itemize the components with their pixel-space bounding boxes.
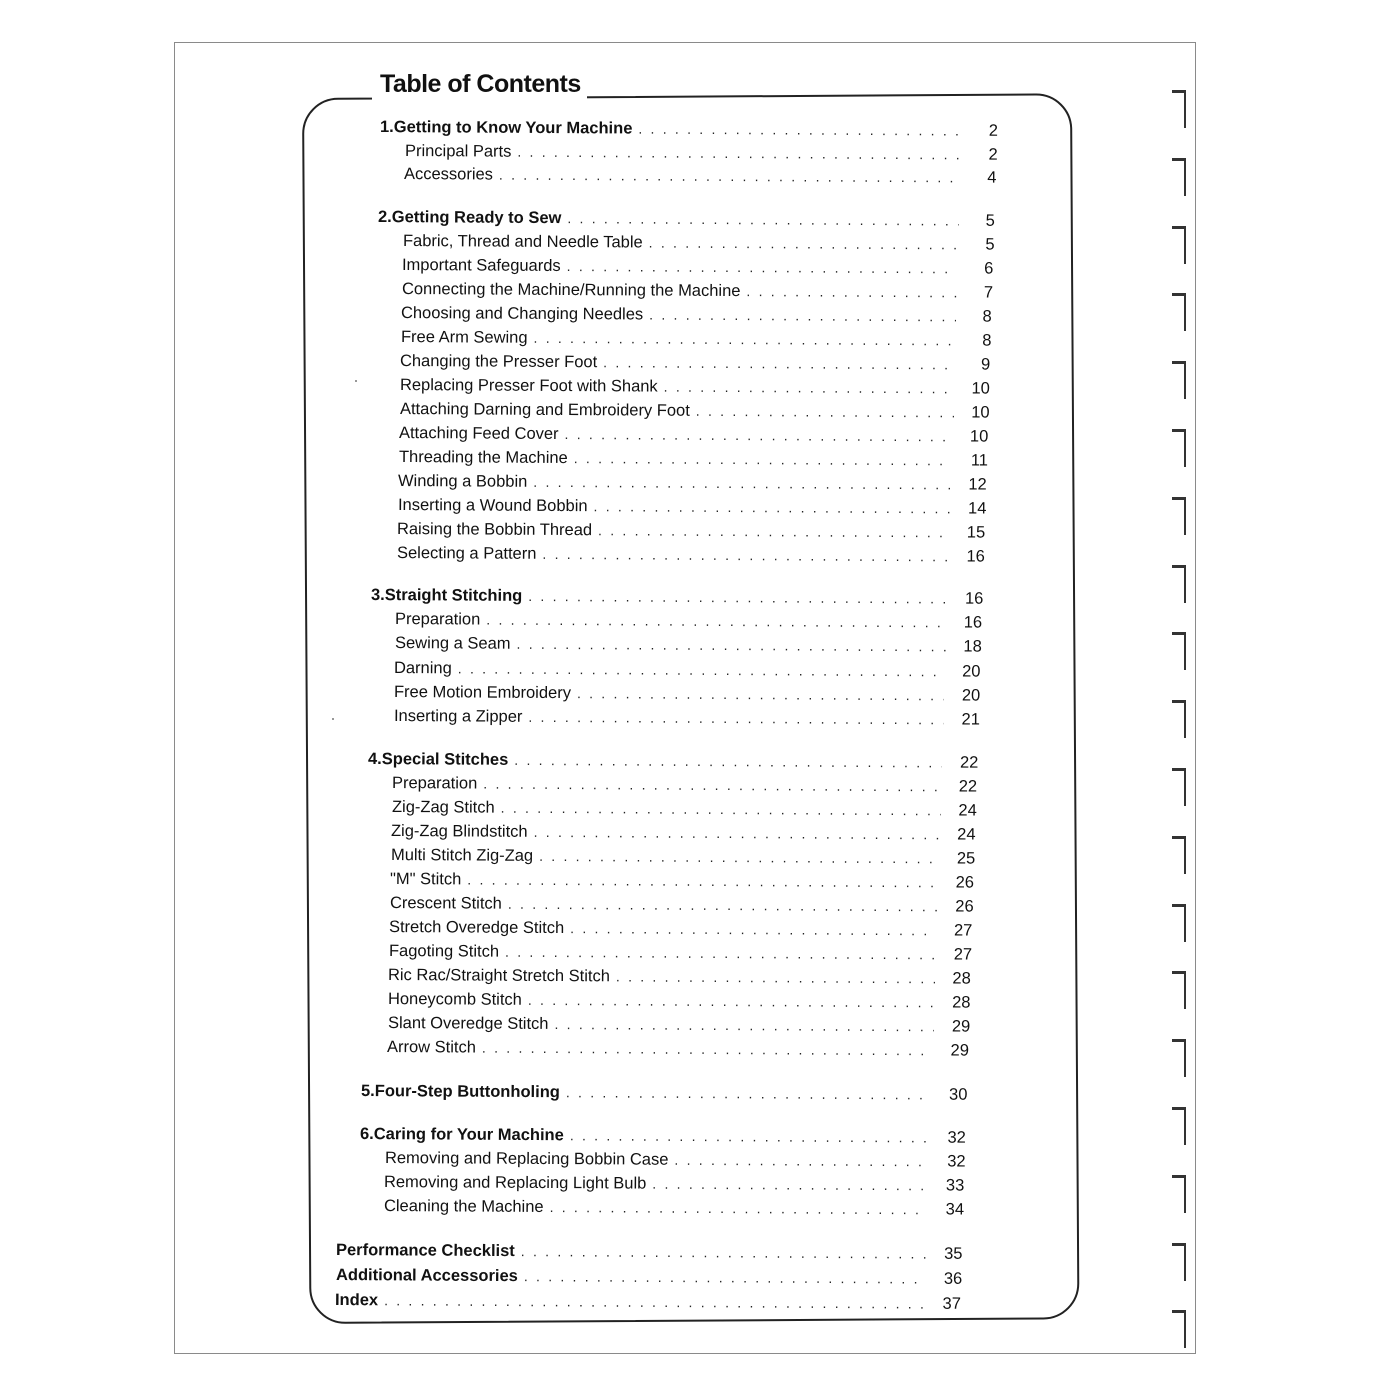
toc-backmatter-row [336, 1239, 963, 1265]
toc-entry-row [388, 964, 971, 990]
toc-section-row [378, 206, 995, 232]
binder-tab-icon [1172, 1243, 1188, 1283]
toc-section-row [371, 584, 983, 610]
dot-leader [516, 633, 945, 658]
page-number: 2 [988, 121, 999, 140]
page-number: 33 [946, 1176, 965, 1195]
entry-title: Replacing Presser Foot with Shank [399, 376, 658, 396]
binder-tab-icon [1172, 1175, 1188, 1215]
entry-title: Multi Stitch Zig-Zag [390, 846, 533, 865]
dot-leader [566, 1081, 932, 1105]
dot-leader [487, 609, 947, 634]
dot-leader [598, 519, 949, 543]
entry-title: Free Motion Embroidery [393, 683, 572, 703]
page-number: 16 [966, 547, 985, 566]
toc-entry-row [397, 518, 985, 544]
binder-tabs [1160, 0, 1200, 1400]
toc-entry-row [391, 844, 975, 870]
page-number: 6 [984, 259, 994, 278]
entry-title: Arrow Stitch [386, 1038, 477, 1057]
entry-title: Winding a Bobbin [398, 472, 528, 491]
toc-backmatter-row [335, 1289, 961, 1315]
page-number: 36 [943, 1269, 962, 1288]
binder-tab-icon [1172, 836, 1188, 876]
dot-leader [534, 821, 940, 845]
page-number: 7 [983, 283, 993, 302]
toc-entry-row [400, 374, 990, 400]
page-number: 21 [960, 710, 980, 729]
entry-title: Sewing a Seam [394, 634, 511, 653]
dot-leader [567, 255, 958, 279]
page-number: 16 [964, 613, 983, 632]
toc-entry-row [387, 1036, 969, 1062]
dot-leader [616, 965, 935, 989]
section-title: Special Stitches [381, 750, 509, 769]
dot-leader [593, 495, 950, 519]
page-number: 29 [951, 1017, 970, 1036]
page-number: 32 [947, 1128, 967, 1147]
page-number: 32 [947, 1152, 966, 1171]
section-number: 4. [367, 750, 382, 769]
page-number: 24 [958, 801, 977, 820]
entry-title: Free Arm Sewing [400, 328, 528, 347]
page-number: 22 [959, 753, 979, 772]
page-number: 15 [966, 523, 986, 542]
toc-section-row [368, 748, 979, 774]
section-title: Caring for Your Machine [374, 1125, 565, 1145]
binder-tab-icon [1172, 226, 1188, 266]
page-title: Table of Contents [380, 70, 581, 98]
binder-tab-icon [1172, 1107, 1188, 1147]
toc-entry-row [402, 278, 993, 304]
binder-tab-icon [1172, 90, 1188, 130]
dot-leader [528, 585, 947, 610]
toc-entry-row [400, 350, 990, 376]
section-number: 6. [360, 1125, 375, 1144]
binder-tab-icon [1172, 632, 1188, 672]
dot-leader [568, 207, 960, 231]
entry-title: Fabric, Thread and Needle Table [402, 232, 643, 252]
entry-title: Principal Parts [404, 142, 511, 161]
dot-leader [570, 917, 936, 941]
dot-leader [649, 304, 956, 328]
toc-section-row [360, 1123, 966, 1149]
binder-tab-icon [1172, 429, 1188, 469]
page-number: 16 [964, 589, 984, 608]
entry-title: Preparation [395, 610, 481, 629]
dot-leader [653, 1173, 929, 1197]
toc-entry-row [390, 892, 974, 918]
entry-title: Accessories [404, 165, 494, 184]
entry-title: Fagoting Stitch [388, 942, 500, 961]
page-number: 14 [967, 499, 987, 518]
toc-backmatter-row [336, 1264, 962, 1290]
dot-leader [482, 1037, 933, 1062]
section-number: 2. [378, 208, 393, 227]
dot-leader [542, 543, 949, 567]
page-number: 10 [969, 427, 989, 446]
page-number: 30 [949, 1085, 968, 1104]
dot-leader [638, 118, 962, 142]
page-number: 29 [950, 1041, 970, 1060]
page-number: 10 [970, 403, 990, 422]
binder-tab-icon [1172, 293, 1188, 333]
dot-leader [521, 1240, 927, 1264]
toc-entry-row [391, 820, 976, 846]
dot-leader [508, 893, 938, 918]
binder-tab-icon [1172, 361, 1188, 401]
dot-leader [573, 447, 951, 471]
toc-entry-row [384, 1171, 964, 1197]
toc-section-row [380, 116, 998, 142]
entry-title: Ric Rac/Straight Stretch Stitch [388, 966, 611, 986]
entry-title: Connecting the Machine/Running the Machine [401, 280, 741, 301]
section-title: Getting to Know Your Machine [393, 118, 633, 138]
toc-entry-row [394, 681, 980, 707]
binder-tab-icon [1172, 971, 1188, 1011]
section-number: 3. [370, 586, 385, 605]
page-number: 5 [985, 211, 996, 230]
dot-leader [577, 682, 944, 706]
toc-entry-row [395, 632, 982, 658]
entry-title: Zig-Zag Stitch [391, 798, 495, 817]
page-number: 26 [955, 897, 974, 916]
dot-leader [664, 376, 954, 400]
entry-title: Attaching Feed Cover [398, 424, 559, 443]
dot-leader [384, 1289, 925, 1314]
entry-title: Inserting a Wound Bobbin [397, 496, 588, 516]
backmatter-title: Additional Accessories [335, 1266, 518, 1286]
toc-entry-row [399, 422, 988, 448]
dot-leader [517, 141, 961, 166]
dot-leader [695, 400, 953, 424]
dot-leader [533, 471, 951, 496]
page-number: 28 [952, 993, 971, 1012]
entry-title: Threading the Machine [398, 448, 568, 468]
binder-tab-icon [1172, 497, 1188, 537]
toc-entry-row [395, 608, 982, 634]
toc-entry-row [399, 398, 989, 424]
page-number: 24 [957, 825, 976, 844]
entry-title: Crescent Stitch [389, 894, 502, 913]
toc-entry-row [389, 940, 972, 966]
section-number: 5. [361, 1082, 376, 1101]
entry-title: Selecting a Pattern [396, 544, 537, 563]
toc-entry-row [392, 772, 977, 798]
dot-leader [523, 1265, 925, 1289]
page-number: 11 [970, 451, 988, 470]
entry-title: Attaching Darning and Embroidery Foot [399, 400, 690, 420]
dot-leader [554, 1013, 934, 1037]
entry-title: Choosing and Changing Needles [401, 304, 644, 324]
toc-entry-row [393, 705, 979, 731]
entry-title: Inserting a Zipper [393, 707, 522, 726]
page-number: 20 [961, 686, 981, 705]
section-title: Getting Ready to Sew [391, 208, 562, 228]
dot-leader [528, 706, 944, 731]
entry-title: Important Safeguards [402, 256, 562, 275]
page-number: 20 [962, 662, 981, 681]
dot-leader [570, 1124, 930, 1148]
entry-title: Raising the Bobbin Thread [397, 520, 593, 540]
toc-entry-row [397, 542, 985, 568]
toc-entry-row [394, 657, 981, 683]
entry-title: Honeycomb Stitch [387, 990, 522, 1009]
binder-tab-icon [1172, 158, 1188, 198]
page-number: 35 [944, 1244, 963, 1263]
dot-leader [514, 749, 942, 774]
page-number: 26 [955, 873, 975, 892]
entry-title: Darning [394, 659, 453, 678]
page-number: 27 [954, 921, 973, 940]
page-number: 8 [982, 331, 992, 350]
page-number: 37 [942, 1294, 962, 1313]
toc-entry-row [392, 796, 977, 822]
toc-entry-row [404, 140, 997, 166]
page-number: 18 [963, 637, 982, 656]
dot-leader [468, 868, 939, 893]
dot-leader [505, 941, 936, 966]
page-number: 34 [945, 1200, 965, 1219]
entry-title: Preparation [392, 774, 478, 793]
toc-entry-row [385, 1147, 966, 1173]
page-number: 9 [981, 355, 991, 374]
dot-leader [458, 657, 945, 682]
section-number: 1. [379, 118, 394, 137]
toc-entry-row [403, 230, 995, 256]
dot-leader [604, 351, 955, 375]
entry-title: Slant Overedge Stitch [387, 1014, 549, 1033]
page-number: 8 [982, 307, 993, 326]
page-number: 27 [953, 945, 973, 964]
dot-leader [499, 164, 961, 189]
binder-tab-icon [1172, 1039, 1188, 1079]
entry-title: Zig-Zag Blindstitch [391, 822, 528, 841]
dot-leader [539, 845, 939, 869]
toc-entry-row [404, 163, 997, 189]
dot-leader [648, 232, 958, 256]
toc-entry-row [384, 1195, 964, 1221]
dot-leader [746, 280, 957, 303]
entry-title: Removing and Replacing Light Bulb [384, 1173, 647, 1193]
backmatter-title: Performance Checklist [336, 1241, 515, 1261]
dot-leader [565, 423, 953, 447]
dot-leader [483, 773, 941, 798]
dot-leader [528, 989, 935, 1013]
binder-tab-icon [1172, 1310, 1188, 1350]
dot-leader [533, 327, 955, 352]
dot-leader [549, 1196, 928, 1220]
binder-tab-icon [1172, 904, 1188, 944]
page-number: 10 [971, 379, 990, 398]
dot-leader [500, 797, 940, 822]
page-number: 4 [987, 168, 997, 187]
page-number: 22 [958, 777, 978, 796]
toc-entry-row [389, 916, 973, 942]
binder-tab-icon [1172, 565, 1188, 605]
dot-leader [674, 1149, 929, 1173]
page-number: 5 [985, 235, 995, 254]
section-title: Four-Step Buttonholing [374, 1082, 561, 1102]
toc-entry-row [388, 988, 971, 1014]
page-number: 28 [952, 969, 972, 988]
binder-tab-icon [1172, 700, 1188, 740]
entry-title: Removing and Replacing Bobbin Case [384, 1149, 669, 1169]
page-number: 12 [968, 475, 987, 494]
toc-entry-row [401, 302, 992, 328]
toc-entry-row [387, 1012, 969, 1038]
toc-section-row [361, 1080, 968, 1106]
entry-title: Changing the Presser Foot [400, 352, 598, 372]
binder-tab-icon [1172, 768, 1188, 808]
section-title: Straight Stitching [384, 586, 523, 605]
toc-entry-row [390, 868, 974, 894]
entry-title: Stretch Overedge Stitch [389, 918, 565, 938]
toc-entry-row [398, 494, 987, 520]
toc-entry-row [398, 446, 987, 472]
backmatter-title: Index [335, 1291, 379, 1310]
toc-entry-row [401, 326, 992, 352]
toc-entry-row [402, 254, 993, 280]
entry-title: Cleaning the Machine [383, 1197, 544, 1216]
entry-title: "M" Stitch [390, 870, 462, 889]
page-number: 2 [987, 145, 998, 164]
page-number: 25 [956, 849, 976, 868]
toc-entry-row [398, 470, 987, 496]
